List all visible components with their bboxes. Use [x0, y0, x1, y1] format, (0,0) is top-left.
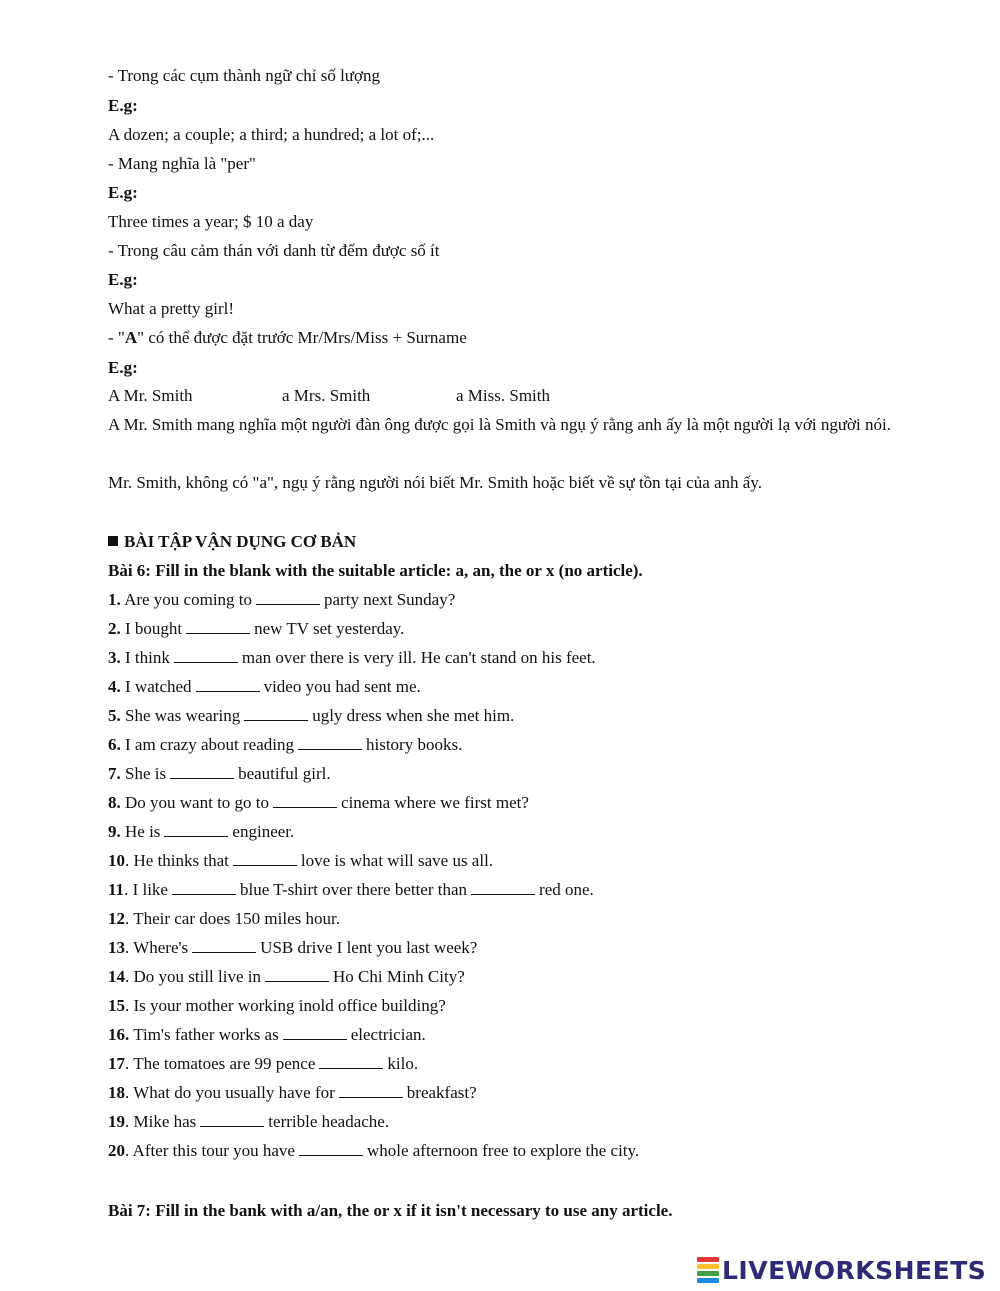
- example-miss: a Miss. Smith: [456, 386, 550, 405]
- question-text: whole afternoon free to explore the city.: [366, 1141, 640, 1160]
- question-text: . Their car does 150 miles hour.: [125, 909, 340, 928]
- question-text: . I like: [124, 880, 168, 899]
- question-6: [108, 734, 462, 756]
- question-number: 6.: [108, 735, 121, 754]
- answer-blank[interactable]: [298, 735, 362, 750]
- question-text: . Where's: [125, 938, 189, 957]
- eg-label: E.g:: [108, 183, 138, 202]
- question-text: new TV set yesterday.: [254, 619, 405, 638]
- question-2: [108, 618, 404, 640]
- question-5: [108, 705, 514, 727]
- question-text: cinema where we first met?: [341, 793, 529, 812]
- rule-mr-prefix: - ": [108, 328, 125, 347]
- answer-blank[interactable]: [256, 590, 320, 605]
- question-text: . He thinks that: [125, 851, 229, 870]
- answer-blank[interactable]: [273, 793, 337, 808]
- question-number: 19: [108, 1112, 125, 1131]
- question-number: 4.: [108, 677, 121, 696]
- question-text: terrible headache.: [268, 1112, 390, 1131]
- answer-blank[interactable]: [283, 1025, 347, 1040]
- rule-mr-highlight: A: [124, 328, 138, 347]
- logo-text: LIVEWORKSHEETS: [722, 1255, 987, 1285]
- answer-blank[interactable]: [265, 967, 329, 982]
- answer-blank[interactable]: [200, 1112, 264, 1127]
- answer-blank[interactable]: [192, 938, 256, 953]
- question-text: She was wearing: [125, 706, 241, 725]
- eg-label: E.g:: [108, 270, 138, 289]
- question-number: 20: [108, 1141, 125, 1160]
- question-3: [108, 647, 596, 669]
- logo-bar: [697, 1264, 719, 1269]
- exercise6-title: Bài 6: Fill in the blank with the suitable article: a, an, the or x (no article).: [108, 561, 643, 580]
- question-text: electrician.: [350, 1025, 426, 1044]
- example-mr: A Mr. Smith: [108, 386, 193, 405]
- question-11: [108, 879, 594, 901]
- question-number: 7.: [108, 764, 121, 783]
- question-number: 1.: [108, 590, 121, 609]
- answer-blank[interactable]: [172, 880, 236, 895]
- question-text: I am crazy about reading: [125, 735, 294, 754]
- question-text: Are you coming to: [124, 590, 253, 609]
- question-number: 15: [108, 996, 125, 1015]
- answer-blank[interactable]: [339, 1083, 403, 1098]
- answer-blank[interactable]: [170, 764, 234, 779]
- question-17: [108, 1053, 418, 1075]
- answer-blank[interactable]: [471, 880, 535, 895]
- question-16: [108, 1024, 426, 1046]
- exercise7-title: Bài 7: Fill in the bank with a/an, the or x if it isn't necessary to use any article.: [108, 1201, 673, 1220]
- question-number: 16.: [108, 1025, 130, 1044]
- liveworksheets-logo: [697, 1255, 986, 1285]
- answer-blank[interactable]: [174, 648, 238, 663]
- question-text: engineer.: [232, 822, 295, 841]
- logo-mark-icon: [697, 1257, 719, 1283]
- question-number: 18: [108, 1083, 125, 1102]
- question-number: 2.: [108, 619, 121, 638]
- question-18: [108, 1082, 477, 1104]
- question-1: [108, 589, 455, 611]
- question-text: beautiful girl.: [238, 764, 331, 783]
- section-title-text: BÀI TẬP VẬN DỤNG CƠ BẢN: [124, 532, 357, 551]
- question-text: video you had sent me.: [263, 677, 421, 696]
- question-9: [108, 821, 294, 843]
- square-bullet-icon: [108, 536, 118, 546]
- answer-blank[interactable]: [244, 706, 308, 721]
- question-number: 5.: [108, 706, 121, 725]
- question-19: [108, 1111, 389, 1133]
- answer-blank[interactable]: [233, 851, 297, 866]
- question-text: love is what will save us all.: [300, 851, 494, 870]
- question-text: . Mike has: [125, 1112, 197, 1131]
- example-mrs: a Mrs. Smith: [282, 386, 371, 405]
- question-text: blue T-shirt over there better than: [239, 880, 468, 899]
- question-number: 12: [108, 909, 125, 928]
- question-text: . After this tour you have: [125, 1141, 295, 1160]
- rule-mr-suffix: " có thể được đặt trước Mr/Mrs/Miss + Surname: [137, 328, 467, 347]
- question-text: He is: [125, 822, 161, 841]
- rule-quantity: - Trong các cụm thành ngữ chỉ số lượng: [108, 66, 380, 85]
- question-number: 8.: [108, 793, 121, 812]
- answer-blank[interactable]: [164, 822, 228, 837]
- question-20: [108, 1140, 639, 1162]
- question-8: [108, 792, 529, 814]
- answer-blank[interactable]: [196, 677, 260, 692]
- section-title: [108, 531, 356, 553]
- question-text: USB drive I lent you last week?: [260, 938, 478, 957]
- question-7: [108, 763, 331, 785]
- question-text: She is: [125, 764, 167, 783]
- question-text: man over there is very ill. He can't stand on his feet.: [241, 648, 596, 667]
- example-text: A dozen; a couple; a third; a hundred; a lot of;...: [108, 125, 435, 144]
- logo-bar: [697, 1278, 719, 1283]
- question-text: Do you want to go to: [125, 793, 270, 812]
- question-13: [108, 937, 477, 959]
- question-number: 14: [108, 967, 125, 986]
- question-15: [108, 995, 446, 1017]
- rule-exclamation: - Trong câu cảm thán với danh từ đếm được số ít: [108, 241, 440, 260]
- eg-label: E.g:: [108, 358, 138, 377]
- eg-label: E.g:: [108, 96, 138, 115]
- question-text: I bought: [125, 619, 183, 638]
- example-text: Three times a year; $ 10 a day: [108, 212, 314, 231]
- question-text: . Is your mother working inold office building?: [125, 996, 446, 1015]
- logo-bar: [697, 1271, 719, 1276]
- question-text: . The tomatoes are 99 pence: [125, 1054, 316, 1073]
- question-number: 3.: [108, 648, 121, 667]
- rule-per: - Mang nghĩa là "per": [108, 154, 256, 173]
- question-text: kilo.: [387, 1054, 419, 1073]
- question-text: breakfast?: [406, 1083, 477, 1102]
- question-text: I think: [125, 648, 170, 667]
- question-text: ugly dress when she met him.: [312, 706, 515, 725]
- explanation-known: Mr. Smith, không có "a", ngụ ý rằng người nói biết Mr. Smith hoặc biết về sự tồn tại của anh ấy.: [108, 473, 762, 492]
- logo-bar: [697, 1257, 719, 1262]
- rule-mr: [108, 327, 467, 349]
- question-10: [108, 850, 493, 872]
- question-text: . Do you still live in: [125, 967, 261, 986]
- answer-blank[interactable]: [186, 619, 250, 634]
- question-4: [108, 676, 421, 698]
- question-number: 9.: [108, 822, 121, 841]
- question-text: I watched: [125, 677, 192, 696]
- question-text: Tim's father works as: [133, 1025, 279, 1044]
- answer-blank[interactable]: [299, 1141, 363, 1156]
- question-text: Ho Chi Minh City?: [333, 967, 465, 986]
- question-text: history books.: [365, 735, 463, 754]
- question-12: [108, 908, 340, 930]
- question-number: 10: [108, 851, 125, 870]
- question-text: red one.: [539, 880, 594, 899]
- answer-blank[interactable]: [319, 1054, 383, 1069]
- question-text: . What do you usually have for: [125, 1083, 335, 1102]
- question-number: 17: [108, 1054, 125, 1073]
- question-number: 13: [108, 938, 125, 957]
- example-text: What a pretty girl!: [108, 299, 235, 318]
- question-text: party next Sunday?: [324, 590, 456, 609]
- explanation-stranger: A Mr. Smith mang nghĩa một người đàn ông được gọi là Smith và ngụ ý rằng anh ấy là một người lạ với người nói.: [108, 415, 891, 434]
- question-number: 11: [108, 880, 125, 899]
- question-14: [108, 966, 465, 988]
